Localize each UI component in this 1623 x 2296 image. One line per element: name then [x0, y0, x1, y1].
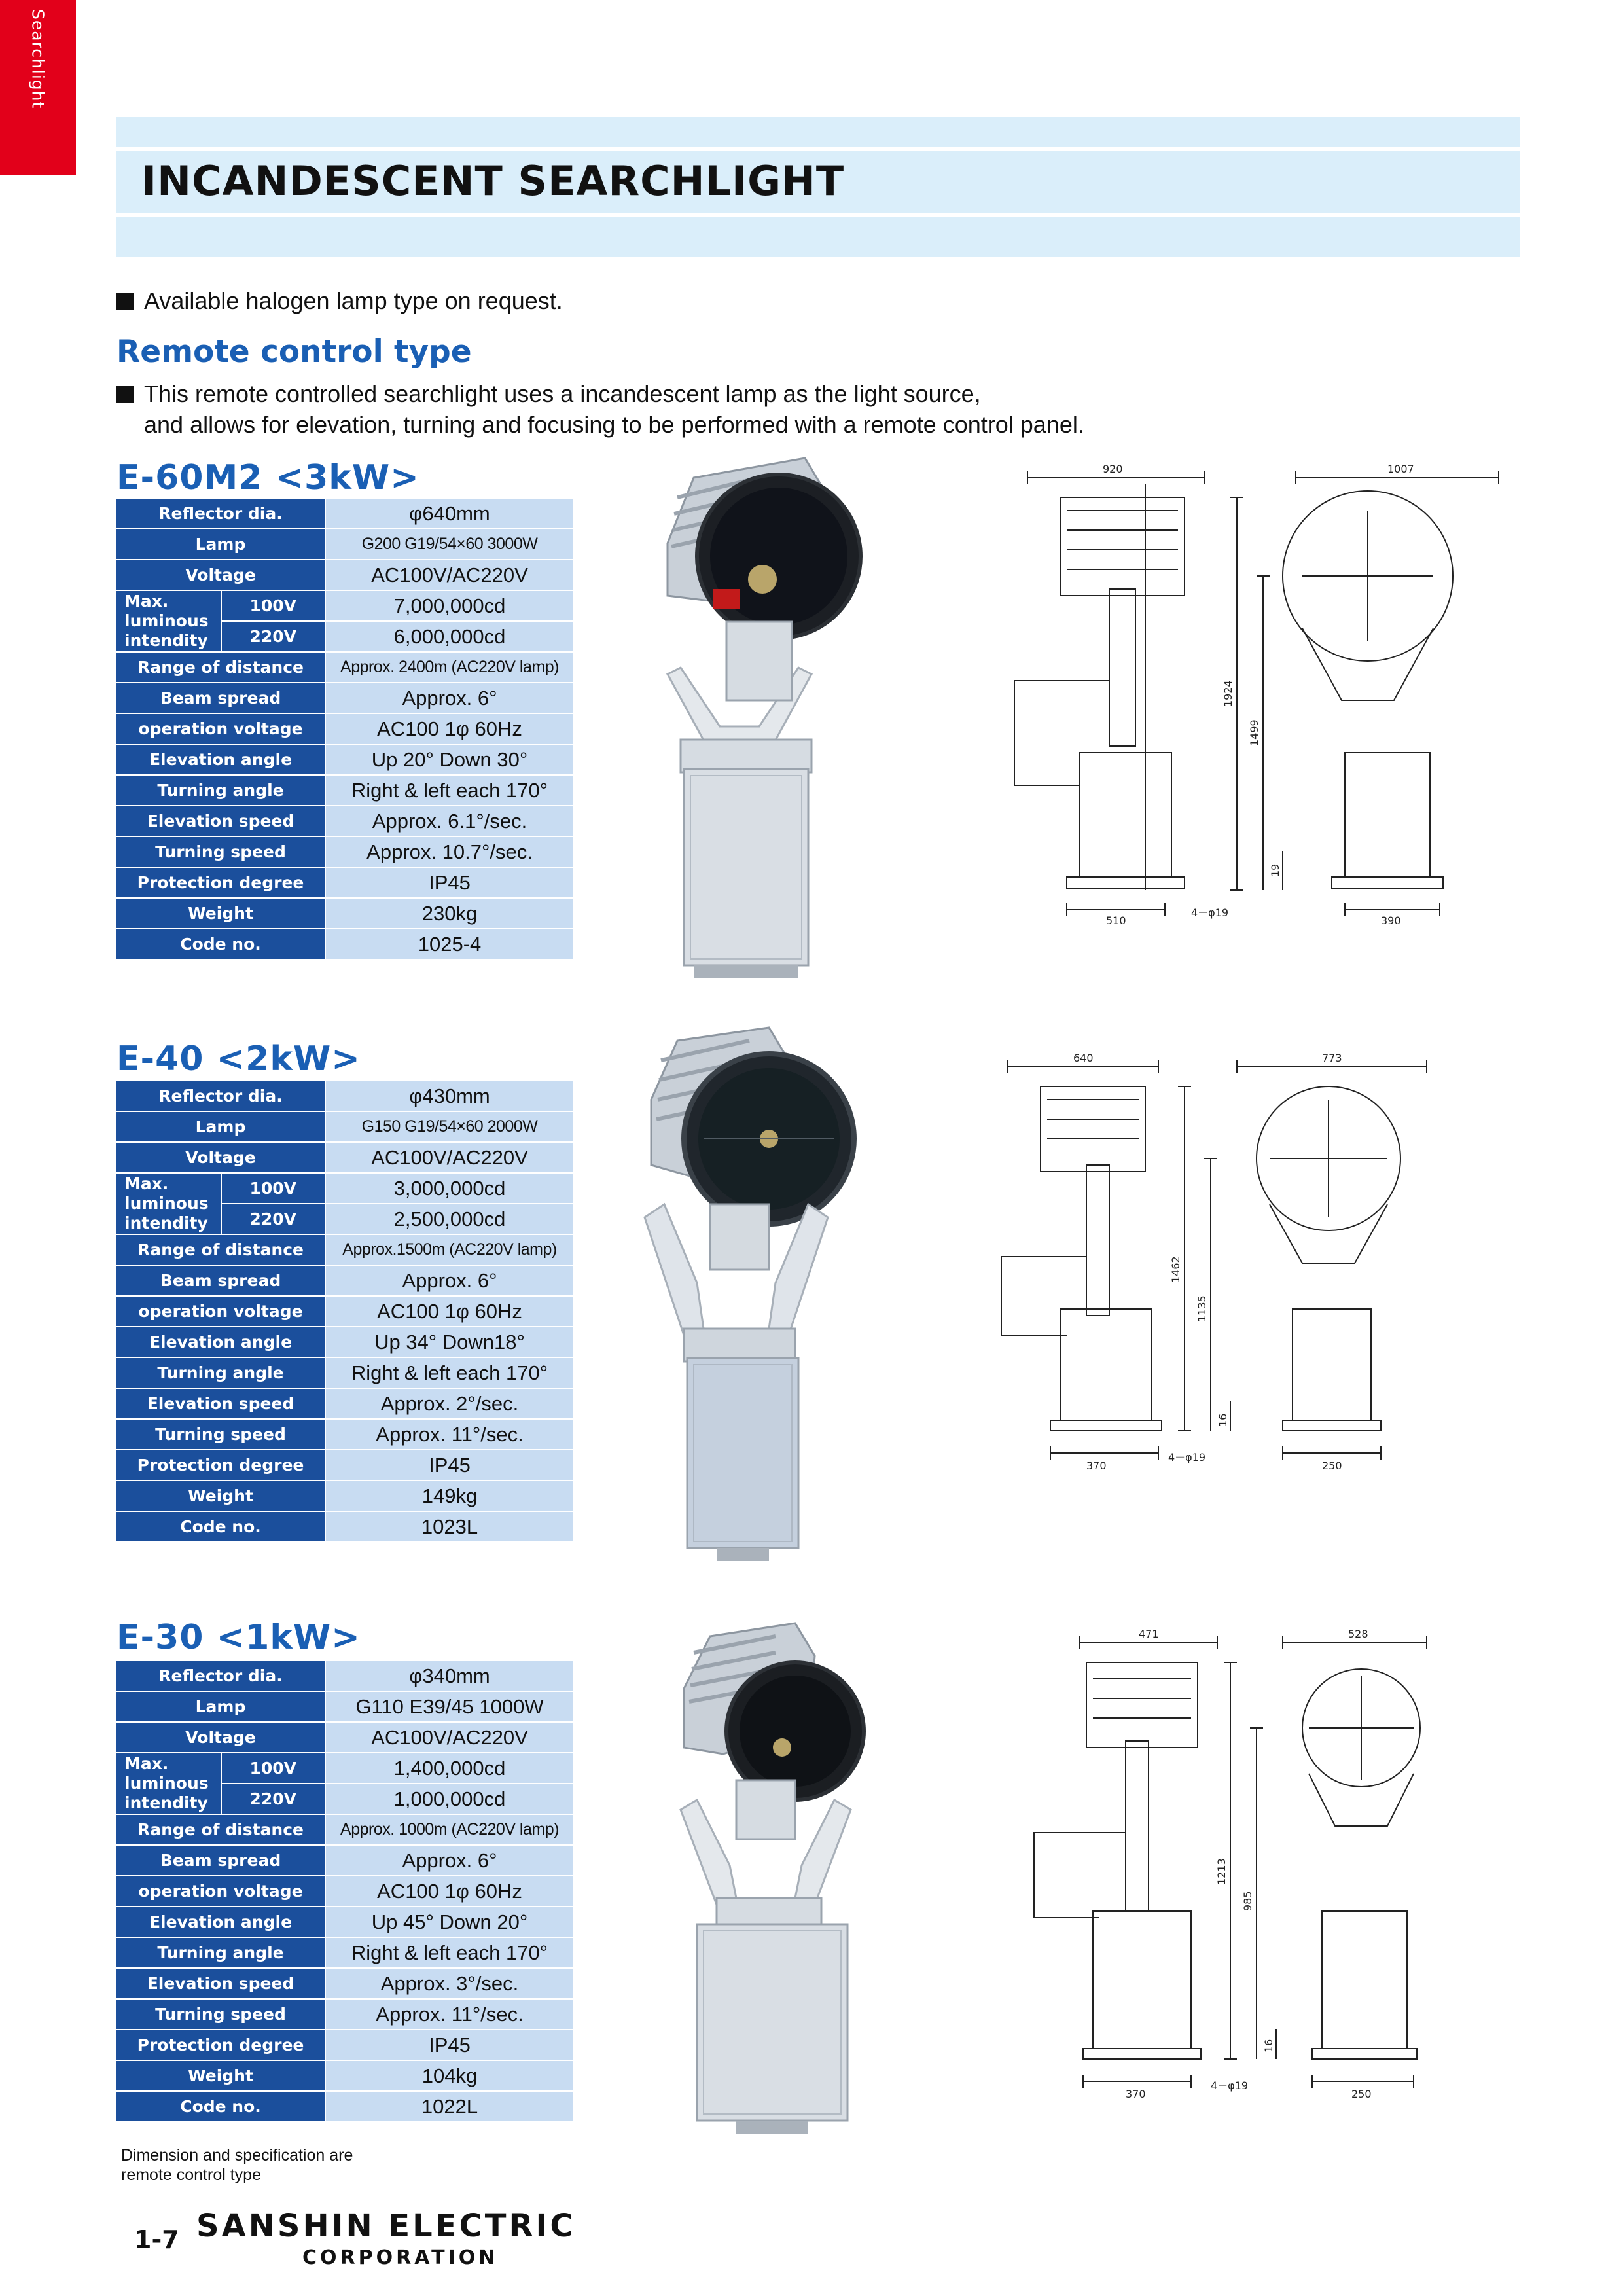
footnote: [121, 2145, 353, 2185]
value-turn-speed: Approx. 11°/sec.: [325, 1419, 574, 1450]
value-turn-speed: Approx. 11°/sec.: [325, 1999, 574, 2030]
label-voltage: Voltage: [116, 560, 325, 590]
value-voltage: AC100V/AC220V: [325, 560, 574, 590]
label-weight: Weight: [116, 2060, 325, 2091]
value-luminous-100: 1,400,000cd: [325, 1753, 574, 1784]
label-turn-speed: Turning speed: [116, 1419, 325, 1450]
description-line-1: This remote controlled searchlight uses a incandescent lamp as the light source,: [116, 378, 1084, 409]
brand-logo-corporation: CORPORATION: [302, 2246, 499, 2269]
label-elev-speed: Elevation speed: [116, 1968, 325, 1999]
label-code: Code no.: [116, 929, 325, 960]
label-protection: Protection degree: [116, 2030, 325, 2060]
dim-width-front: 1007: [1387, 463, 1414, 475]
label-beam: Beam spread: [116, 683, 325, 713]
value-elev-speed: Approx. 6.1°/sec.: [325, 806, 574, 836]
row-voltage: [116, 1142, 574, 1173]
dim-height-total: 1213: [1215, 1858, 1228, 1885]
row-lamp: [116, 1111, 574, 1142]
value-weight: 149kg: [325, 1480, 574, 1511]
label-elev-speed: Elevation speed: [116, 806, 325, 836]
dim-base-depth: 390: [1381, 914, 1401, 927]
value-luminous-220: 2,500,000cd: [325, 1204, 574, 1234]
label-lamp: Lamp: [116, 1691, 325, 1722]
dim-base-width: 370: [1086, 1460, 1107, 1472]
row-weight: [116, 898, 574, 929]
label-elev-angle: Elevation angle: [116, 1327, 325, 1357]
row-voltage: [116, 1722, 574, 1753]
value-lamp: G200 G19/54×60 3000W: [325, 529, 574, 560]
description: [116, 378, 1084, 440]
value-code: 1025-4: [325, 929, 574, 960]
row-code: [116, 929, 574, 960]
label-100v: 100V: [221, 1753, 326, 1784]
dim-base-width: 510: [1106, 914, 1126, 927]
value-protection: IP45: [325, 1450, 574, 1480]
label-code: Code no.: [116, 1511, 325, 1542]
description-line-2: and allows for elevation, turning and focusing to be performed with a remote control panel.: [144, 411, 1084, 438]
row-turn-angle: [116, 775, 574, 806]
row-luminous-100: [116, 1173, 574, 1204]
row-code: [116, 1511, 574, 1542]
title-band: [116, 117, 1520, 257]
searchlight-photo-e30: [664, 1617, 880, 2153]
halogen-note-text: Available halogen lamp type on request.: [144, 287, 563, 314]
label-max-luminous: Max. luminous intendity: [116, 1753, 221, 1814]
searchlight-photo-e60m2: [641, 452, 864, 995]
row-turn-speed: [116, 1419, 574, 1450]
dim-holes: 4－φ19: [1191, 906, 1229, 919]
value-beam: Approx. 6°: [325, 683, 574, 713]
dim-base-height: 16: [1217, 1413, 1229, 1427]
dim-holes: 4－φ19: [1211, 2079, 1249, 2092]
footnote-line-1: Dimension and specification are: [121, 2146, 353, 2164]
label-100v: 100V: [221, 1173, 326, 1204]
dim-height-body: 985: [1241, 1891, 1254, 1911]
row-beam: [116, 1265, 574, 1296]
side-tab: [0, 0, 76, 175]
row-turn-speed: [116, 1999, 574, 2030]
dimension-drawing-e40: [988, 1047, 1446, 1505]
row-elev-speed: [116, 1968, 574, 1999]
row-luminous-100: [116, 1753, 574, 1784]
label-turn-angle: Turning angle: [116, 775, 325, 806]
value-elev-speed: Approx. 2°/sec.: [325, 1388, 574, 1419]
row-reflector: [116, 499, 574, 529]
label-reflector: Reflector dia.: [116, 1081, 325, 1111]
label-reflector: Reflector dia.: [116, 1661, 325, 1691]
value-range: Approx. 2400m (AC220V lamp): [325, 652, 574, 683]
label-beam: Beam spread: [116, 1845, 325, 1876]
label-turn-angle: Turning angle: [116, 1937, 325, 1968]
row-protection: [116, 2030, 574, 2060]
dim-height-total: 1924: [1222, 680, 1234, 707]
row-op-voltage: [116, 1876, 574, 1907]
value-reflector: φ640mm: [325, 499, 574, 529]
value-op-voltage: AC100 1φ 60Hz: [325, 1876, 574, 1907]
value-luminous-220: 1,000,000cd: [325, 1784, 574, 1814]
dim-height-body: 1135: [1196, 1295, 1208, 1322]
label-protection: Protection degree: [116, 1450, 325, 1480]
label-weight: Weight: [116, 898, 325, 929]
row-lamp: [116, 529, 574, 560]
label-voltage: Voltage: [116, 1722, 325, 1753]
label-turn-angle: Turning angle: [116, 1357, 325, 1388]
row-turn-speed: [116, 836, 574, 867]
label-range: Range of distance: [116, 652, 325, 683]
spec-table-e60m2: [116, 499, 575, 960]
row-elev-angle: [116, 744, 574, 775]
brand-logo-name: SANSHIN ELECTRIC: [196, 2208, 576, 2244]
label-beam: Beam spread: [116, 1265, 325, 1296]
row-turn-angle: [116, 1937, 574, 1968]
label-op-voltage: operation voltage: [116, 1876, 325, 1907]
label-turn-speed: Turning speed: [116, 836, 325, 867]
label-lamp: Lamp: [116, 529, 325, 560]
value-code: 1022L: [325, 2091, 574, 2122]
label-220v: 220V: [221, 1204, 326, 1234]
section-heading: Remote control type: [116, 334, 472, 370]
value-code: 1023L: [325, 1511, 574, 1542]
halogen-note: [116, 285, 563, 316]
row-op-voltage: [116, 713, 574, 744]
value-reflector: φ340mm: [325, 1661, 574, 1691]
label-turn-speed: Turning speed: [116, 1999, 325, 2030]
dim-base-height: 16: [1262, 2039, 1275, 2053]
label-max-luminous: Max. luminous intendity: [116, 1173, 221, 1234]
value-lamp: G110 E39/45 1000W: [325, 1691, 574, 1722]
row-elev-angle: [116, 1907, 574, 1937]
dim-height-body: 1499: [1248, 719, 1260, 746]
label-reflector: Reflector dia.: [116, 499, 325, 529]
row-voltage: [116, 560, 574, 590]
title-band-stripe: [116, 213, 1520, 217]
value-beam: Approx. 6°: [325, 1845, 574, 1876]
row-protection: [116, 867, 574, 898]
value-op-voltage: AC100 1φ 60Hz: [325, 713, 574, 744]
row-range: [116, 1814, 574, 1845]
spec-table-e40: [116, 1081, 575, 1543]
row-code: [116, 2091, 574, 2122]
dim-width-side: 471: [1139, 1628, 1159, 1640]
label-op-voltage: operation voltage: [116, 713, 325, 744]
dimension-drawing-e60m2: [988, 458, 1512, 929]
value-weight: 104kg: [325, 2060, 574, 2091]
value-range: Approx.1500m (AC220V lamp): [325, 1234, 574, 1265]
row-protection: [116, 1450, 574, 1480]
value-elev-speed: Approx. 3°/sec.: [325, 1968, 574, 1999]
dim-width-front: 773: [1322, 1052, 1342, 1064]
value-weight: 230kg: [325, 898, 574, 929]
title-band-stripe: [116, 147, 1520, 151]
footnote-line-2: remote control type: [121, 2166, 261, 2184]
row-lamp: [116, 1691, 574, 1722]
label-220v: 220V: [221, 621, 326, 652]
page-number: 1-7: [134, 2225, 179, 2254]
value-range: Approx. 1000m (AC220V lamp): [325, 1814, 574, 1845]
value-beam: Approx. 6°: [325, 1265, 574, 1296]
dim-base-height: 19: [1269, 863, 1281, 877]
row-elev-speed: [116, 1388, 574, 1419]
dim-base-depth: 250: [1351, 2088, 1372, 2100]
dim-width-front: 528: [1348, 1628, 1368, 1640]
value-turn-angle: Right & left each 170°: [325, 1357, 574, 1388]
dim-width-side: 640: [1073, 1052, 1094, 1064]
label-max-luminous: Max. luminous intendity: [116, 590, 221, 652]
dim-base-depth: 250: [1322, 1460, 1342, 1472]
value-turn-speed: Approx. 10.7°/sec.: [325, 836, 574, 867]
label-op-voltage: operation voltage: [116, 1296, 325, 1327]
row-elev-speed: [116, 806, 574, 836]
dim-base-width: 370: [1126, 2088, 1146, 2100]
row-beam: [116, 683, 574, 713]
label-voltage: Voltage: [116, 1142, 325, 1173]
row-weight: [116, 1480, 574, 1511]
row-elev-angle: [116, 1327, 574, 1357]
value-protection: IP45: [325, 2030, 574, 2060]
value-luminous-220: 6,000,000cd: [325, 621, 574, 652]
row-reflector: [116, 1661, 574, 1691]
label-range: Range of distance: [116, 1814, 325, 1845]
page-title: INCANDESCENT SEARCHLIGHT: [141, 157, 845, 205]
row-luminous-100: [116, 590, 574, 621]
bullet-square-icon: [116, 293, 134, 310]
row-range: [116, 1234, 574, 1265]
value-elev-angle: Up 20° Down 30°: [325, 744, 574, 775]
searchlight-photo-e40: [638, 1021, 861, 1571]
label-elev-angle: Elevation angle: [116, 744, 325, 775]
row-beam: [116, 1845, 574, 1876]
label-elev-speed: Elevation speed: [116, 1388, 325, 1419]
label-220v: 220V: [221, 1784, 326, 1814]
value-lamp: G150 G19/54×60 2000W: [325, 1111, 574, 1142]
side-tab-label: Searchlight: [28, 9, 48, 109]
label-code: Code no.: [116, 2091, 325, 2122]
model-title-e40: E-40 <2kW>: [116, 1039, 361, 1079]
label-weight: Weight: [116, 1480, 325, 1511]
label-elev-angle: Elevation angle: [116, 1907, 325, 1937]
value-turn-angle: Right & left each 170°: [325, 775, 574, 806]
row-reflector: [116, 1081, 574, 1111]
value-elev-angle: Up 34° Down18°: [325, 1327, 574, 1357]
dim-holes: 4－φ19: [1168, 1451, 1206, 1463]
label-lamp: Lamp: [116, 1111, 325, 1142]
value-elev-angle: Up 45° Down 20°: [325, 1907, 574, 1937]
value-reflector: φ430mm: [325, 1081, 574, 1111]
row-turn-angle: [116, 1357, 574, 1388]
dim-width-side: 920: [1103, 463, 1123, 475]
label-100v: 100V: [221, 590, 326, 621]
value-luminous-100: 7,000,000cd: [325, 590, 574, 621]
row-range: [116, 652, 574, 683]
model-title-e60m2: E-60M2 <3kW>: [116, 458, 419, 497]
dimension-drawing-e30: [995, 1623, 1453, 2108]
value-voltage: AC100V/AC220V: [325, 1142, 574, 1173]
label-range: Range of distance: [116, 1234, 325, 1265]
model-title-e30: E-30 <1kW>: [116, 1618, 361, 1657]
value-turn-angle: Right & left each 170°: [325, 1937, 574, 1968]
row-op-voltage: [116, 1296, 574, 1327]
value-protection: IP45: [325, 867, 574, 898]
value-op-voltage: AC100 1φ 60Hz: [325, 1296, 574, 1327]
value-luminous-100: 3,000,000cd: [325, 1173, 574, 1204]
label-protection: Protection degree: [116, 867, 325, 898]
value-voltage: AC100V/AC220V: [325, 1722, 574, 1753]
spec-table-e30: [116, 1661, 575, 2123]
bullet-square-icon: [116, 386, 134, 403]
dim-height-total: 1462: [1169, 1256, 1182, 1283]
row-weight: [116, 2060, 574, 2091]
